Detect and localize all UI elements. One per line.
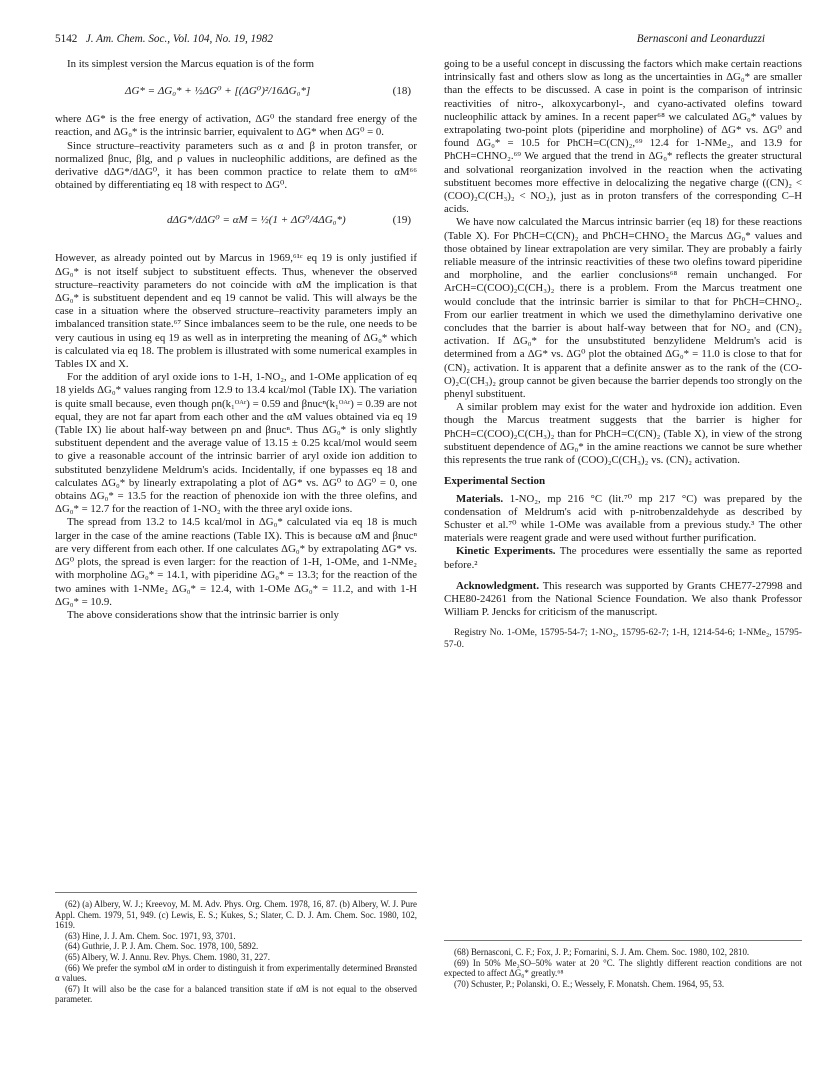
paragraph-intrinsic-barrier: We have now calculated the Marcus intrinsic barrier (eq 18) for these reactions (Table X). For PhCH=C(CN)₂ and PhCH=CHNO₂ the Marcus ΔG₀* values and those obtained by linear extrapolation are very similar. They are probably a fairly reliable measure of the intrinsic reactivities of these two olefins toward piperidine and morpholine, and the earlier conclusions⁶⁸ remain unchanged. For ArCH=C(COO)₂C(CH₃)₂ there is a problem. From the Marcus treatment one would conclude that the intrinsic barrier is similar to that for PhCH=CHNO₂. From our earlier treatment in which we used the dimethylamino derivative one concludes that the barrier is about half-way between that for NO₂ and (CN)₂ activation. If ΔG₀* for the unsubstituted benzylidene Meldrum's acid is determined from a ΔG* vs. ΔG⁰ plot the obtained ΔG₀* = 11.0 is close to that for (CN)₂ activation. It is apparent that a definite answer as to the rank of the (CO-O)₂C(CH₃)₂ group cannot be given because the barrier depends too strongly on the phenyl substituent. bbox=[444, 216, 802, 401]
footnote-62: (62) (a) Albery, W. J.; Kreevoy, M. M. Adv. Phys. Org. Chem. 1978, 16, 87. (b) Albery, W. J. Pure Appl. Chem. 1979, 51, 949. (c) Lewis, E. S.; Kukes, S.; Slater, C. D. J. Am. Chem. Soc. 1980, 102, 1619. bbox=[55, 899, 417, 931]
paragraph-aryl-oxide: For the addition of aryl oxide ions to 1-H, 1-NO₂, and 1-OMe application of eq 18 yields ΔG₀* values ranging from 12.9 to 13.4 kcal/mol (Table IX). The variation is quite small because, even though ρn(k₁ᴼᴬʳ) = 0.59 and βnucⁿ(k₁ᴼᴬʳ) = 0.39 are not equal, they are not far apart from each other and the αM values obtained via eq 19 (Table IX) lie about half-way between ρn and βnucⁿ. Thus ΔG₀* is only slightly substituent dependent and the average value of 13.15 ± 0.25 kcal/mol would seem to give a reasonable account of the intrinsic barrier of aryl oxide ion addition to substituted benzylidene Meldrum's acids. Incidentally, if one bypasses eq 18 and calculates ΔG₀* by linearly extrapolating a plot of ΔG* vs. ΔG⁰ to ΔG⁰ = 0, one obtains ΔG₀* = 13.5 for the reaction of phenoxide ion with the three olefins, and ΔG₀* = 12.7 for the reaction of 1-NO₂ with the three aryl oxide ions. bbox=[55, 371, 417, 516]
paragraph-marcus-caution: However, as already pointed out by Marcus in 1969,⁶¹ᶜ eq 19 is only justified if ΔG₀* is not itself subject to substituent effects. Thus, whenever the observed structure–reactivity parameters do not coincide with αM the implication is that ΔG₀* is substituent dependent and eq 19 cannot be valid. This will always be the case in a situation where the observed structure–reactivity parameters imply an imbalanced transition state.⁶⁷ Since imbalances seem to be the rule, one needs to be very cautious in using eq 19 as well as in interpreting the meaning of ΔG₀* which is calculated via eq 18. The problem is illustrated with some numerical examples in Tables IX and X. bbox=[55, 252, 417, 371]
acknowledgment-text: This research was supported by Grants CHE77-27998 and CHE80-24261 from the National Science Foundation. We also thank Professor William P. Jencks for criticism of the manuscript. bbox=[444, 579, 802, 619]
equation-19-number: (19) bbox=[392, 214, 411, 227]
right-column bbox=[444, 58, 802, 651]
materials-label: Materials. bbox=[456, 492, 504, 505]
footnote-68: (68) Bernasconi, C. F.; Fox, J. P.; Fornarini, S. J. Am. Chem. Soc. 1980, 102, 2810. bbox=[454, 947, 750, 957]
equation-18 bbox=[55, 79, 417, 105]
paragraph-kinetic bbox=[444, 545, 802, 571]
paragraph-materials bbox=[444, 493, 802, 546]
equation-19 bbox=[55, 200, 417, 244]
equation-18-number: (18) bbox=[392, 85, 411, 98]
right-footnotes bbox=[444, 940, 802, 989]
footnote-64: (64) Guthrie, J. P. J. Am. Chem. Soc. 1978, 100, 5892. bbox=[65, 941, 259, 952]
footnote-66: (66) We prefer the symbol αM in order to distinguish it from experimentally determined Brønsted α values. bbox=[55, 962, 417, 984]
paragraph-continuation: going to be a useful concept in discussing the factors which make certain reactions intrinsically fast and others slow as long as the uncertainties in ΔG₀* are smaller than the effects to be discussed. A case in point is the comparison of intrinsic reactivities of nitro-, alkoxycarbonyl-, and cyano-activated olefins toward nucleophilic attack by amines. In a recent paper⁶⁸ we calculated ΔG₀* values by extrapolating two-point plots (piperidine and morpholine) of ΔG* vs. ΔG⁰ and found ΔG₀* = 10.5 for PhCH=C(CN)₂,⁶⁹ 12.4 for 1-NMe₂, and 13.9 for PhCH=CHNO₂.⁶⁹ We argued that the trend in ΔG₀* reflects the greater structural and solvational reorganization involved in the reaction when the activating substituent becomes more effective in delocalizing the negative charge ((CN)₂ < (COO)₂C(CH₃)₂ < NO₂), just as in proton transfers of the corresponding C–H acids. bbox=[444, 58, 802, 216]
materials-text: 1-NO₂, mp 216 °C (lit.⁷⁰ mp 217 °C) was prepared by the condensation of Meldrum's acid with p-nitrobenzaldehyde as described by Schuster et al.⁷⁰ while 1-OMe was available from a previous study.³ The other materials were reagent grade and were used without further purification. bbox=[444, 492, 802, 545]
kinetic-text: The procedures were essentially the same as reported before.² bbox=[444, 545, 802, 571]
page-number: 5142 bbox=[55, 33, 78, 45]
left-column bbox=[55, 58, 417, 622]
acknowledgment-label: Acknowledgment. bbox=[456, 579, 540, 592]
paragraph-amine-spread: The spread from 13.2 to 14.5 kcal/mol in ΔG₀* calculated via eq 18 is much larger in the case of the amine reactions (Table IX). This is because αM and βnucⁿ are very different from each other. If one calculates ΔG₀* by extrapolating ΔG* vs. ΔG⁰ plots, the spread is even larger: for the reaction of 1-H, 1-OMe, and 1-NMe₂ with morpholine ΔG₀* = 14.1, with piperidine ΔG₀* = 13.3; for the reaction of the two amines with 1-NMe₂ ΔG₀* = 12.4, with 1-OMe ΔG₀* = 11.2, and with 1-H ΔG₀* = 10.9. bbox=[55, 516, 417, 608]
left-footnotes bbox=[55, 892, 417, 1005]
paragraph-intro: In its simplest version the Marcus equation is of the form bbox=[67, 58, 315, 70]
footnote-69: (69) In 50% Me₂SO–50% water at 20 °C. The slightly different reaction conditions are not expected to affect ΔG₀* greatly.⁶⁸ bbox=[444, 957, 802, 979]
kinetic-label: Kinetic Experiments. bbox=[456, 545, 556, 558]
journal-citation: J. Am. Chem. Soc., Vol. 104, No. 19, 1982 bbox=[85, 33, 273, 45]
footnote-63: (63) Hine, J. J. Am. Chem. Soc. 1971, 93, 3701. bbox=[65, 930, 236, 941]
paragraph-water-hydroxide: A similar problem may exist for the water and hydroxide ion addition. Even though the Marcus treatment suggests that the barrier is higher for PhCH=C(COO)₂C(CH₃)₂ than for PhCH=C(CN)₂ (Table X), in view of the strong substituent dependence of ΔG₀* in the amine reactions we cannot be sure whether this represents the true rank of (COO)₂C(CH₃)₂ vs. (CN)₂ activation. bbox=[444, 401, 802, 467]
footnote-65: (65) Albery, W. J. Annu. Rev. Phys. Chem. 1980, 31, 227. bbox=[65, 951, 270, 962]
equation-18-body: ΔG* = ΔG₀* + ½ΔG⁰ + [(ΔG⁰)²/16ΔG₀*] bbox=[125, 85, 311, 98]
paragraph-acknowledgment bbox=[444, 580, 802, 620]
equation-19-body: dΔG*/dΔG⁰ = αM = ½(1 + ΔG⁰/4ΔG₀*) bbox=[167, 214, 346, 227]
paragraph-definitions: where ΔG* is the free energy of activation, ΔG⁰ the standard free energy of the reaction, and ΔG₀* is the intrinsic barrier, equivalent to ΔG* when ΔG⁰ = 0. bbox=[55, 113, 417, 139]
section-heading-experimental: Experimental Section bbox=[444, 475, 546, 488]
footnote-67: (67) It will also be the case for a balanced transition state if αM is not equal to the observed parameter. bbox=[55, 983, 417, 1005]
running-header bbox=[55, 32, 765, 48]
footnote-70: (70) Schuster, P.; Polanski, O. E.; Wessely, F. Monatsh. Chem. 1964, 95, 53. bbox=[454, 978, 725, 989]
header-left bbox=[55, 32, 273, 46]
registry-numbers: Registry No. 1-OMe, 15795-54-7; 1-NO₂, 15795-62-7; 1-H, 1214-54-6; 1-NMe₂, 15795-57-0. bbox=[444, 627, 802, 650]
paragraph-structure-reactivity: Since structure–reactivity parameters such as α and β in proton transfer, or normalized βnuc, βlg, and ρ values in nucleophilic additions, are defined as the derivative dΔG*/dΔG⁰, it has been common practice to relate them to αM⁶⁶ obtained by differentiating eq 18 with respect to ΔG⁰. bbox=[55, 139, 417, 192]
header-authors: Bernasconi and Leonarduzzi bbox=[636, 33, 765, 45]
paragraph-considerations: The above considerations show that the intrinsic barrier is only bbox=[67, 608, 339, 621]
